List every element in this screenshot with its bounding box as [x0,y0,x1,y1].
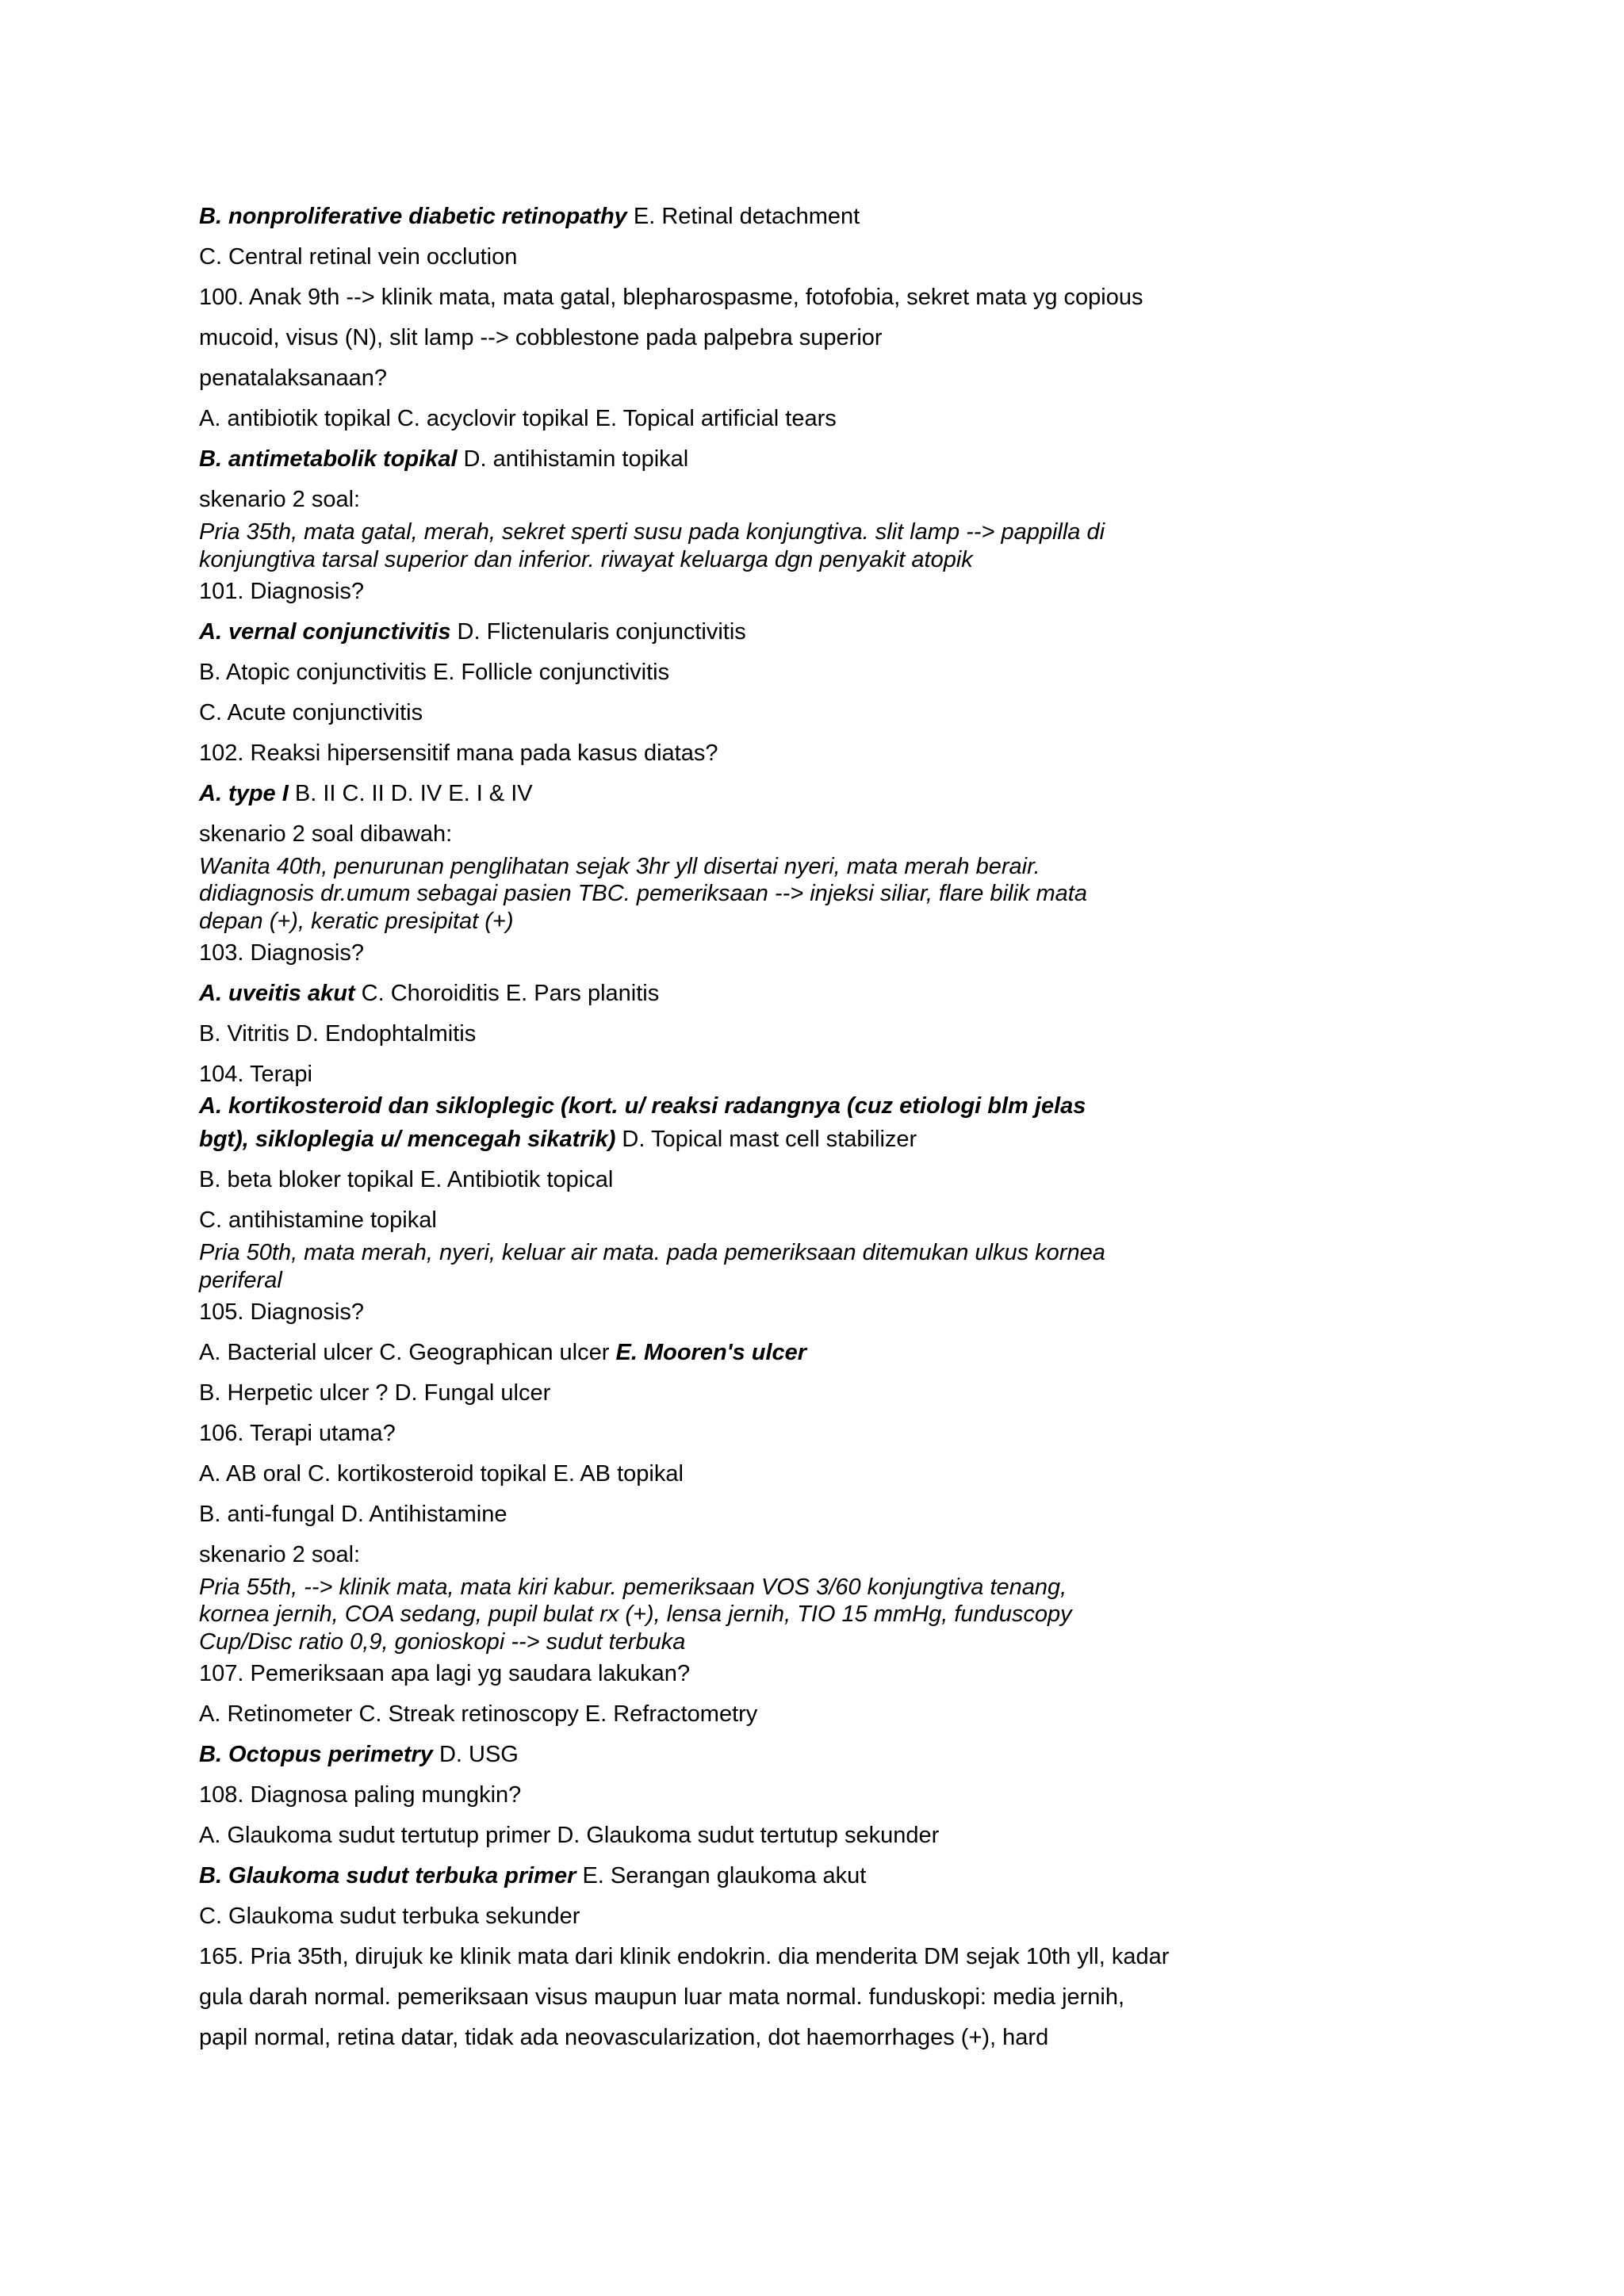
answer-key-text: B. antimetabolik topikal [199,446,458,472]
scenario-text-line: Pria 50th, mata merah, nyeri, keluar air mata. pada pemeriksaan ditemukan ulkus kornea [199,1240,1105,1265]
scenario-text-line: periferal [199,1268,282,1293]
scenario-text-line: kornea jernih, COA sedang, pupil bulat rx (+), lensa jernih, TIO 15 mmHg, funduscopy [199,1601,1072,1627]
scenario-text-line: Cup/Disc ratio 0,9, gonioskopi --> sudut terbuka [199,1629,686,1655]
answer-key-text: A. uveitis akut [199,981,355,1006]
document-line [199,1126,917,1153]
answer-key-text: A. type I [199,781,289,806]
option-text: A. Bacterial ulcer C. Geographican ulcer [199,1340,616,1365]
scenario-text-line: Pria 55th, --> klinik mata, mata kiri kabur. pemeriksaan VOS 3/60 konjungtiva tenang, [199,1575,1067,1600]
document-line [199,446,688,473]
document-line [199,780,533,807]
document-line: 103. Diagnosis? [199,940,364,966]
document-line: C. Central retinal vein occlution [199,244,518,270]
document-line: B. Vitritis D. Endophtalmitis [199,1021,477,1047]
document-line: 100. Anak 9th --> klinik mata, mata gatal, blepharospasme, fotofobia, sekret mata yg copious [199,285,1143,310]
document-line: 105. Diagnosis? [199,1299,364,1325]
option-text: E. Serangan glaukoma akut [576,1863,867,1888]
scenario-text-line: konjungtiva tarsal superior dan inferior. riwayat keluarga dgn penyakit atopik [199,547,973,572]
document-line [199,203,860,230]
document-line: skenario 2 soal: [199,487,361,512]
document-line [199,1741,519,1768]
answer-key-text: B. nonproliferative diabetic retinopathy [199,204,627,229]
document-line: skenario 2 soal: [199,1542,361,1567]
document-line: 101. Diagnosis? [199,579,364,604]
option-text: D. USG [432,1742,519,1767]
document-line: A. antibiotik topikal C. acyclovir topikal E. Topical artificial tears [199,406,837,431]
option-text: B. II C. II D. IV E. I & IV [288,781,533,806]
document-line: skenario 2 soal dibawah: [199,821,453,847]
document-line: mucoid, visus (N), slit lamp --> cobblestone pada palpebra superior [199,325,883,350]
document-line [199,618,746,645]
document-line: A. AB oral C. kortikosteroid topikal E. AB topikal [199,1461,684,1487]
document-line: 104. Terapi [199,1062,312,1087]
document-line: penatalaksanaan? [199,365,388,391]
document-line: 107. Pemeriksaan apa lagi yg saudara lakukan? [199,1661,691,1686]
answer-key-text: B. Octopus perimetry [199,1742,433,1767]
document-line: A. Glaukoma sudut tertutup primer D. Glaukoma sudut tertutup sekunder [199,1823,940,1848]
document-line: C. Glaukoma sudut terbuka sekunder [199,1904,580,1929]
answer-key-text: A. kortikosteroid dan sikloplegic (kort. u/ reaksi radangnya (cuz etiologi blm jelas [199,1093,1086,1119]
scenario-text-line: depan (+), keratic presipitat (+) [199,909,514,934]
option-text: D. antihistamin topikal [457,446,689,472]
option-text: C. Choroiditis E. Pars planitis [354,981,660,1006]
document-line: C. Acute conjunctivitis [199,700,423,725]
scenario-text-line: Wanita 40th, penurunan penglihatan sejak 3hr yll disertai nyeri, mata merah berair. [199,854,1040,879]
scenario-text-line: Pria 35th, mata gatal, merah, sekret sperti susu pada konjungtiva. slit lamp --> pappilla di [199,519,1105,545]
answer-key-text: A. vernal conjunctivitis [199,619,451,645]
document-line: C. antihistamine topikal [199,1207,437,1233]
scenario-text-line: didiagnosis dr.umum sebagai pasien TBC. pemeriksaan --> injeksi siliar, flare bilik mata [199,881,1087,906]
document-line: gula darah normal. pemeriksaan visus maupun luar mata normal. funduskopi: media jernih, [199,1984,1125,2010]
document-line [199,1093,1086,1119]
document-line [199,1339,806,1366]
document-line: 102. Reaksi hipersensitif mana pada kasus diatas? [199,740,718,766]
option-text: E. Retinal detachment [626,204,860,229]
document-line: 165. Pria 35th, dirujuk ke klinik mata dari klinik endokrin. dia menderita DM sejak 10th yll, kadar [199,1944,1170,1969]
answer-key-text: E. Mooren's ulcer [615,1340,807,1365]
document-line: B. Atopic conjunctivitis E. Follicle conjunctivitis [199,660,670,685]
document-line: B. beta bloker topikal E. Antibiotik topical [199,1167,614,1192]
answer-key-text: bgt), sikloplegia u/ mencegah sikatrik) [199,1127,616,1152]
document-line: B. Herpetic ulcer ? D. Fungal ulcer [199,1380,551,1406]
document-line: B. anti-fungal D. Antihistamine [199,1502,508,1527]
document-line [199,980,659,1007]
answer-key-text: B. Glaukoma sudut terbuka primer [199,1863,576,1888]
option-text: D. Topical mast cell stabilizer [615,1127,917,1152]
document-line: papil normal, retina datar, tidak ada neovascularization, dot haemorrhages (+), hard [199,2025,1049,2050]
document-line: 106. Terapi utama? [199,1421,396,1446]
document-line: 108. Diagnosa paling mungkin? [199,1782,522,1808]
document-line [199,1862,866,1889]
option-text: D. Flictenularis conjunctivitis [450,619,746,645]
document-line: A. Retinometer C. Streak retinoscopy E. Refractometry [199,1701,758,1727]
